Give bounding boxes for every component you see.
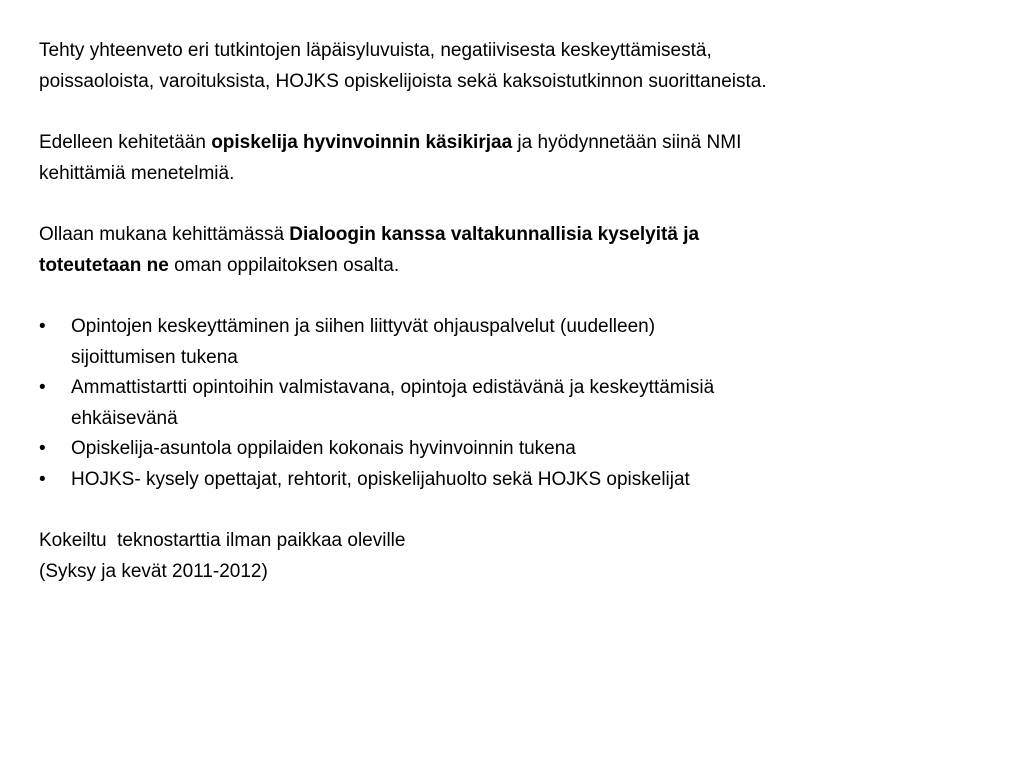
bullet-symbol: • bbox=[39, 468, 46, 490]
summary-paragraph bbox=[39, 36, 999, 97]
bullet-item-3-line-1: Opiskelija-asuntola oppilaiden kokonais hyvinvoinnin tukena bbox=[71, 438, 576, 459]
summary-line-2: poissaoloista, varoituksista, HOJKS opiskelijoista sekä kaksoistutkinnon suorittaneista. bbox=[39, 70, 767, 92]
handbook-text-pre: Edelleen kehitetään bbox=[39, 132, 212, 153]
teknostartti-line-2: (Syksy ja kevät 2011-2012) bbox=[39, 560, 268, 582]
handbook-text-post: ja hyödynnetään siinä NMI bbox=[512, 132, 742, 153]
bullet-item-2 bbox=[39, 373, 999, 434]
bullet-symbol: • bbox=[39, 316, 46, 337]
survey-line-2 bbox=[39, 251, 999, 282]
bullet-item-1-line-2: sijoittumisen tukena bbox=[71, 346, 238, 368]
bullet-item-3 bbox=[39, 434, 999, 465]
survey-bold-text-2: toteutetaan ne bbox=[39, 254, 169, 276]
slide-body bbox=[39, 36, 999, 587]
bullet-symbol: • bbox=[39, 438, 46, 459]
survey-bold-text-1: Dialoogin kanssa valtakunnallisia kyselyitä ja bbox=[289, 224, 700, 245]
teknostartti-paragraph bbox=[39, 526, 999, 587]
bullet-item-4 bbox=[39, 465, 999, 496]
bullet-symbol: • bbox=[39, 377, 46, 398]
summary-line-1: Tehty yhteenveto eri tutkintojen läpäisyluvuista, negatiivisesta keskeyttämisestä, bbox=[39, 40, 712, 61]
bullet-item-2-line-2: ehkäisevänä bbox=[71, 407, 178, 429]
bullet-item-4-line-1: HOJKS- kysely opettajat, rehtorit, opiskelijahuolto sekä HOJKS opiskelijat bbox=[71, 468, 690, 490]
survey-text-post: oman oppilaitoksen osalta. bbox=[168, 254, 400, 276]
handbook-paragraph bbox=[39, 128, 999, 189]
bullet-item-1-line-1: Opintojen keskeyttäminen ja siihen liittyvät ohjauspalvelut (uudelleen) bbox=[71, 316, 656, 337]
bullet-list bbox=[39, 312, 999, 495]
survey-text-pre: Ollaan mukana kehittämässä bbox=[39, 224, 290, 245]
bullet-item-1 bbox=[39, 312, 999, 373]
handbook-line-1 bbox=[39, 128, 999, 159]
teknostartti-line-1: Kokeiltu teknostarttia ilman paikkaa oleville bbox=[39, 530, 406, 551]
handbook-bold-text: opiskelija hyvinvoinnin käsikirjaa bbox=[211, 132, 513, 153]
survey-line-1 bbox=[39, 220, 999, 251]
bullet-item-2-line-1: Ammattistartti opintoihin valmistavana, opintoja edistävänä ja keskeyttämisiä bbox=[71, 377, 715, 398]
survey-paragraph bbox=[39, 220, 999, 281]
handbook-line-2: kehittämiä menetelmiä. bbox=[39, 162, 235, 184]
